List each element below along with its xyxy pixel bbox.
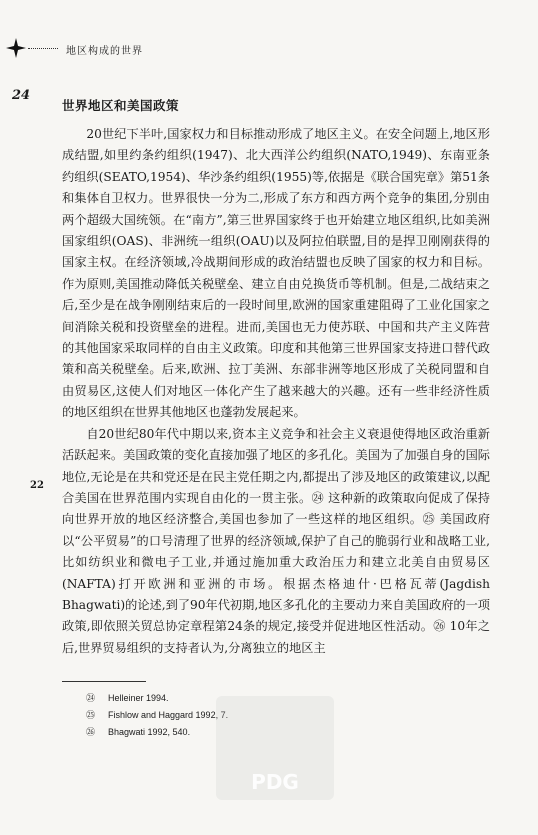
footnote-mark: ㉖ (86, 727, 96, 737)
paragraph: 20世纪下半叶,国家权力和目标推动形成了地区主义。在安全问题上,地区形成结盟,如里约条约组织(1947)、北大西洋公约组织(NATO,1949)、东南亚条约组织(SEATO,1954)、华沙条约组织(1955)等,依据是《联合国宪章》第51条和集体自卫权力。世界很快一分为二,形成了东方和西方两个竞争的集团,分别由两个超级大国统领。在“南方”,第三世界国家终于也开始建立地区组织,比如美洲国家组织(OAS)、非洲统一组织(OAU)以及阿拉伯联盟,目的是捍卫刚刚获得的国家主权。在经济领域,冷战期间形成的政治结盟也反映了国家的权力和目标。作为原则,美国推动降低关税壁垒、建立自由兑换货币等机制。但是,二战结束之后,至少是在战争刚刚结束后的一段时间里,欧洲的国家重建阻碍了工业化国家之间消除关税和投资壁垒的进程。进而,美国也无力使苏联、中国和共产主义阵营的其他国家采取同样的自由主义政策。印度和其他第三世界国家支持进口替代政策和高关税壁垒。后来,欧洲、拉丁美洲、东部非洲等地区形成了关税同盟和自由贸易区,这使人们对地区一体化产生了越来越大的兴趣。还有一些非经济性质的地区组织在世界其他地区也蓬勃发展起来。 (62, 127, 490, 420)
running-head-title: 地区构成的世界 (66, 46, 143, 57)
dotted-leader (28, 48, 58, 49)
page-number: 24 (12, 88, 31, 103)
footnote-text: Helleiner 1994. (108, 693, 169, 703)
footnote-rule (62, 681, 146, 682)
paragraph: 自20世纪80年代中期以来,资本主义竞争和社会主义衰退使得地区政治重新活跃起来。美国政策的变化直接加强了地区的多孔化。美国为了加强自身的国际地位,无论是在共和党还是在民主党任期之内,都提出了涉及地区的政策建议,以配合美国在世界范围内实现自由化的一贯主张。㉔ 这种新的政策取向促成了保持向世界开放的地区经济整合,美国也参加了一些这样的地区组织。㉕ 美国政府以“公平贸易”的口号清理了世界的经济领域,保护了自己的脆弱行业和战略工业,比如纺织业和微电子工业,并通过施加重大政治压力和建立北美自由贸易区(NAFTA)打开欧洲和亚洲的市场。根据杰格迪什·巴格瓦蒂(Jagdish Bhagwati)的论述,到了90年代初期,地区多孔化的主要动力来自美国政府的一项政策,即依照关贸总协定章程第24条的规定,接受并促进地区性活动。㉖ 10年之后,世界贸易组织的支持者认为,分离独立的地区主 (62, 426, 490, 655)
section-title: 世界地区和美国政策 (62, 98, 180, 113)
margin-page-number: 22 (30, 480, 44, 491)
footnote-text: Bhagwati 1992, 540. (108, 727, 191, 737)
footnote-mark: ㉕ (86, 710, 96, 720)
compass-star-icon (6, 38, 26, 58)
watermark-text: PDG (251, 770, 299, 794)
footnote-mark: ㉔ (86, 693, 96, 703)
footnote-text: Fishlow and Haggard 1992, 7. (108, 710, 229, 720)
body-text (62, 124, 490, 659)
watermark (216, 696, 334, 800)
running-head (0, 36, 538, 60)
